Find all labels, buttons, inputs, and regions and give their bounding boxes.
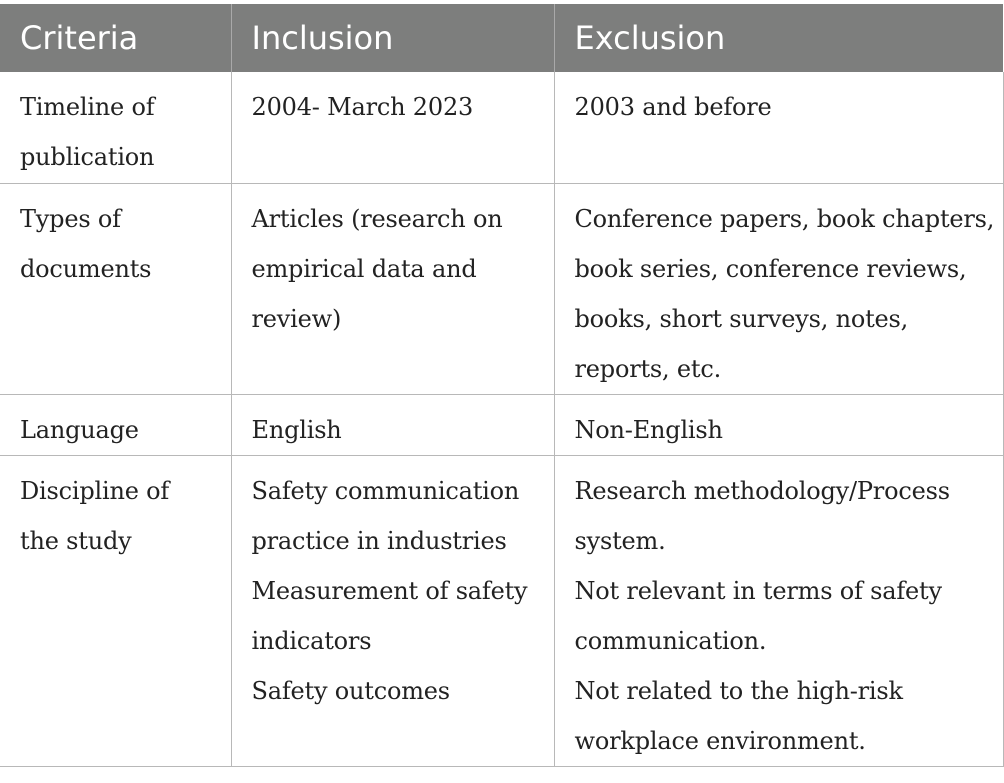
cell-line: system. <box>574 527 666 555</box>
table-header <box>0 4 1003 72</box>
cell-line: 2004- March 2023 <box>251 93 474 121</box>
criteria-table <box>0 4 1004 767</box>
criteria-cell <box>0 72 231 184</box>
cell-line: English <box>251 416 342 444</box>
cell-line: Discipline of <box>20 477 170 505</box>
criteria-cell <box>0 456 231 767</box>
exclusion-cell <box>554 72 1003 184</box>
cell-line: the study <box>20 527 132 555</box>
header-criteria: Criteria <box>0 4 231 72</box>
header-row <box>0 4 1003 72</box>
criteria-cell <box>0 395 231 456</box>
inclusion-cell <box>231 456 554 767</box>
exclusion-cell <box>554 184 1003 395</box>
cell-line: indicators <box>251 627 372 655</box>
cell-line: workplace environment. <box>574 727 866 755</box>
cell-line: 2003 and before <box>574 93 772 121</box>
cell-line: Not related to the high-risk <box>574 677 903 705</box>
table-row <box>0 456 1003 767</box>
cell-line: Research methodology/Process <box>574 477 950 505</box>
cell-line: publication <box>20 143 155 171</box>
criteria-cell <box>0 184 231 395</box>
cell-line: empirical data and <box>251 255 477 283</box>
cell-line: Timeline of <box>20 93 155 121</box>
table-row <box>0 395 1003 456</box>
cell-line: books, short surveys, notes, <box>574 305 909 333</box>
cell-line: Types of <box>20 205 121 233</box>
header-inclusion: Inclusion <box>231 4 554 72</box>
cell-line: Measurement of safety <box>251 577 528 605</box>
cell-line: book series, conference reviews, <box>574 255 967 283</box>
cell-line: communication. <box>574 627 767 655</box>
cell-line: Safety communication <box>251 477 520 505</box>
cell-line: Language <box>20 416 139 444</box>
cell-line: Safety outcomes <box>251 677 450 705</box>
cell-line: Not relevant in terms of safety <box>574 577 942 605</box>
cell-line: practice in industries <box>251 527 507 555</box>
table-body <box>0 72 1003 767</box>
inclusion-cell <box>231 72 554 184</box>
cell-line: reports, etc. <box>574 355 721 383</box>
cell-line: Non-English <box>574 416 723 444</box>
header-exclusion: Exclusion <box>554 4 1003 72</box>
table-row <box>0 72 1003 184</box>
cell-line: review) <box>251 305 342 333</box>
cell-line: Conference papers, book chapters, <box>574 205 995 233</box>
cell-line: Articles (research on <box>251 205 503 233</box>
inclusion-cell <box>231 184 554 395</box>
exclusion-cell <box>554 395 1003 456</box>
inclusion-cell <box>231 395 554 456</box>
table-row <box>0 184 1003 395</box>
cell-line: documents <box>20 255 152 283</box>
exclusion-cell <box>554 456 1003 767</box>
